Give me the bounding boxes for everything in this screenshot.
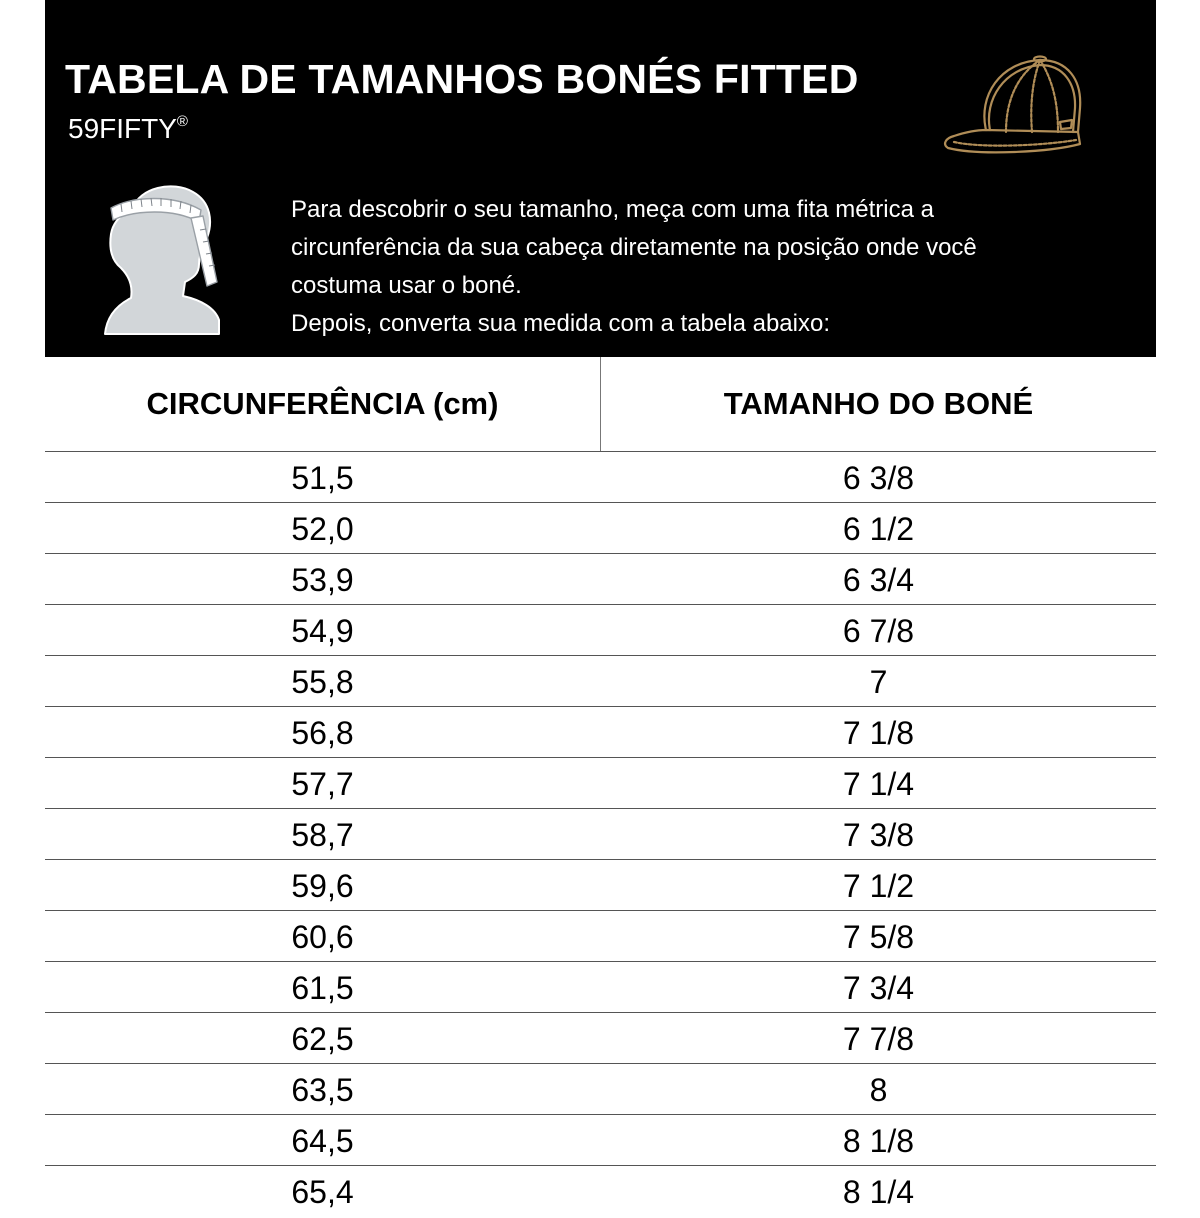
cap-size-cell: 8 1/8 — [842, 1123, 915, 1159]
table-row — [45, 758, 1156, 809]
table-row — [45, 860, 1156, 911]
table-row — [45, 1013, 1156, 1064]
head-measure-icon — [103, 178, 221, 336]
cap-size-cell: 7 1/8 — [842, 715, 915, 751]
circumference-cell: 54,9 — [291, 613, 354, 649]
instruction-line: Para descobrir o seu tamanho, meça com uma fita métrica a — [291, 196, 934, 223]
instruction-line: circunferência da sua cabeça diretamente na posição onde você — [291, 234, 977, 261]
cap-size-cell: 6 3/4 — [842, 562, 915, 598]
circumference-cell: 65,4 — [291, 1174, 354, 1210]
table-row — [45, 911, 1156, 962]
header-banner — [45, 0, 1156, 357]
model-subtitle — [68, 113, 188, 145]
instruction-line: Depois, converta sua medida com a tabela abaixo: — [291, 310, 830, 337]
circumference-cell: 63,5 — [291, 1072, 354, 1108]
table-header — [45, 357, 1156, 452]
circumference-cell: 61,5 — [291, 970, 354, 1006]
cap-size-cell: 7 — [869, 664, 888, 700]
column-header-cap-size: TAMANHO DO BONÉ — [723, 386, 1034, 421]
cap-icon — [940, 52, 1085, 156]
cap-size-cell: 6 1/2 — [842, 511, 915, 547]
cap-size-cell: 8 — [869, 1072, 888, 1108]
cap-size-cell: 7 7/8 — [842, 1021, 915, 1057]
circumference-cell: 58,7 — [291, 817, 354, 853]
table-row — [45, 554, 1156, 605]
cap-size-cell: 7 3/8 — [842, 817, 915, 853]
instructions-text — [291, 191, 1121, 343]
table-row — [45, 656, 1156, 707]
table-row — [45, 809, 1156, 860]
column-header-circumference: CIRCUNFERÊNCIA (cm) — [146, 386, 499, 421]
registered-mark: ® — [176, 113, 188, 130]
table-row — [45, 503, 1156, 554]
cap-size-cell: 7 1/2 — [842, 868, 915, 904]
circumference-cell: 64,5 — [291, 1123, 354, 1159]
circumference-cell: 62,5 — [291, 1021, 354, 1057]
cap-size-cell: 8 1/4 — [842, 1174, 915, 1210]
size-table — [45, 357, 1156, 1216]
circumference-cell: 57,7 — [291, 766, 354, 802]
cap-size-cell: 6 3/8 — [842, 460, 915, 496]
cap-size-cell: 7 1/4 — [842, 766, 915, 802]
table-row — [45, 452, 1156, 503]
circumference-cell: 60,6 — [291, 919, 354, 955]
circumference-cell: 59,6 — [291, 868, 354, 904]
cap-size-cell: 7 3/4 — [842, 970, 915, 1006]
instruction-line: costuma usar o boné. — [291, 272, 522, 299]
table-row — [45, 605, 1156, 656]
table-row — [45, 1115, 1156, 1166]
table-row — [45, 1064, 1156, 1115]
circumference-cell: 51,5 — [291, 460, 354, 496]
table-row — [45, 1166, 1156, 1216]
page-title: TABELA DE TAMANHOS BONÉS FITTED — [65, 56, 859, 102]
cap-size-cell: 6 7/8 — [842, 613, 915, 649]
circumference-cell: 52,0 — [291, 511, 354, 547]
table-row — [45, 707, 1156, 758]
table-row — [45, 962, 1156, 1013]
cap-size-cell: 7 5/8 — [842, 919, 915, 955]
circumference-cell: 56,8 — [291, 715, 354, 751]
model-name: 59FIFTY — [68, 113, 177, 144]
table-body — [45, 452, 1156, 1216]
circumference-cell: 55,8 — [291, 664, 354, 700]
circumference-cell: 53,9 — [291, 562, 354, 598]
